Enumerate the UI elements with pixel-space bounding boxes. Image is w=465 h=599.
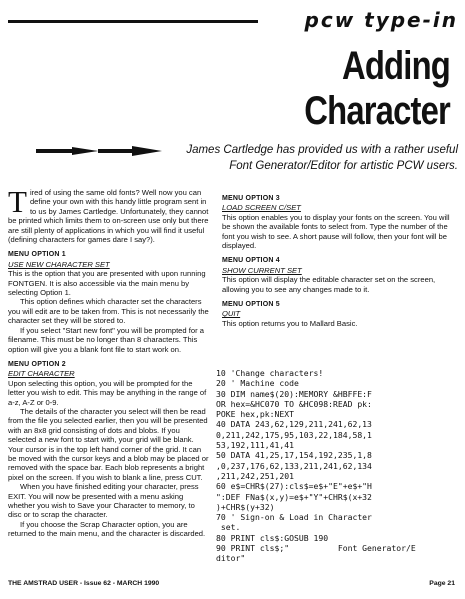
paragraph: Upon selecting this option, you will be prompted for the letter you wish to edit. This may be anything in the range of a-z, A-Z or 0-9. — [8, 378, 207, 407]
paragraph: The details of the character you select will then be read from the file you selected earlier, then you will be presented with an 8x8 grid consisting of dots and blobs. If you selected a new font to start with, your grid will be blank. Your cursor is in the top left hand corner of the grid. It can be moved with the cursor keys and a blob may be placed or removed with the space bar. Each blob represents a bright pixel on the screen. If you wish to blank a line, press CUT. — [8, 406, 209, 482]
footer-page-number: Page 21 — [429, 580, 455, 587]
code-listing: 10 'Change characters! 20 ' Machine code 30 DIM name$(20):MEMORY &HBFFE:F OR hex=&HC070 TO &HC098:READ pk: POKE hex,pk:NEXT 40 DATA 243,62,129,211,241,62,13 0,211,242,175,95,103,22,184,58,1 53,192,111,41,41 50 DATA 41,25,17,154,192,235,1,8 ,0,237,176,62,133,211,241,62,134 ,211,242,251,201 60 e$=CHR$(27):cls$=e$+"E"+e$+"H ":DEF FNa$(x,y)=e$+"Y"+CHR$(x+32 )+CHR$(y+32) 70 ' Sign-on & Load in Character set. 80 PRINT cls$:GOSUB 190 90 PRINT cls$;" Font Generator/E ditor" — [216, 368, 416, 564]
menu-option-4-subheading: SHOW CURRENT SET — [222, 265, 302, 275]
paragraph: This option returns you to Mallard Basic. — [222, 318, 358, 328]
menu-option-1-subheading: USE NEW CHARACTER SET — [8, 259, 110, 269]
paragraph: This option defines which character set the characters you will edit are to be taken from. This is not necessarily the character set they will be stored to. — [8, 297, 209, 326]
paragraph: This option enables you to display your fonts on the screen. You will be shown the available fonts to select from. Type the number of the font you wish to see. A short pause will follow, then your font will be displayed. — [222, 212, 450, 251]
footer-issue: THE AMSTRAD USER - Issue 62 - MARCH 1990 — [8, 580, 160, 587]
menu-option-5-heading: MENU OPTION 5 — [222, 301, 280, 309]
intro-paragraph: Tired of using the same old fonts? Well now you can define your own with this handy little program sent in to us by James Cartledge. Unfortunately, they cannot be printed which limits them to on-screen use only but there are still plenty of applications in which you will find it useful (defining characters for games dare I say?). — [8, 184, 209, 245]
header-rule — [8, 20, 258, 23]
menu-option-1-heading: MENU OPTION 1 — [8, 251, 66, 259]
paragraph: When you have finished editing your character, press EXIT. You will now be presented with a menu asking whether you wish to Save your Character to memory, to disc or to scrap the character. — [8, 482, 199, 520]
menu-option-5-subheading: QUIT — [222, 309, 241, 319]
paragraph: If you choose the Scrap Character option, you are returned to the main menu, and the character is discarded. — [8, 519, 206, 539]
paragraph: This is the option that you are presented with upon running FONTGEN. It is also accessible via the main menu by selecting Option 1. — [8, 269, 206, 298]
menu-option-3-subheading: LOAD SCREEN C/SET — [222, 203, 301, 213]
menu-option-4-heading: MENU OPTION 4 — [222, 257, 280, 265]
paragraph: This option will display the editable character set on the screen, allowing you to see any changes made to it. — [222, 275, 436, 294]
menu-option-2-heading: MENU OPTION 2 — [8, 360, 66, 368]
arrows-icon — [36, 142, 166, 160]
menu-option-2-subheading: EDIT CHARACTER — [8, 369, 75, 379]
paragraph: If you select "Start new font" you will be prompted for a filename. This must be no longer than 8 characters. This option will give you a blank font file to start work on. — [8, 325, 204, 354]
section-label: pcw type-in — [304, 8, 458, 32]
menu-option-3-heading: MENU OPTION 3 — [222, 195, 280, 202]
drop-cap: T — [8, 184, 27, 219]
article-subtitle: James Cartledge has provided us with a rather useful Font Generator/Editor for artistic PCW users. — [186, 144, 458, 172]
left-column — [8, 184, 210, 539]
page-title: Adding Character — [304, 44, 450, 133]
right-column — [222, 188, 458, 328]
